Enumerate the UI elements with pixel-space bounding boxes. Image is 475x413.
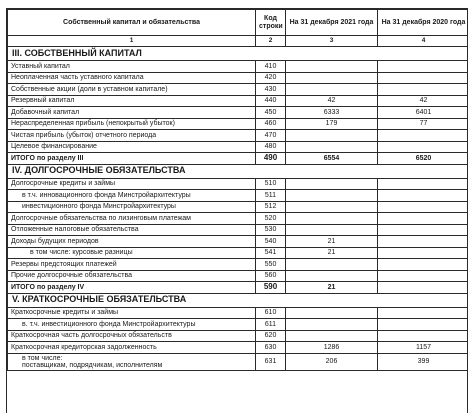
row-label: Долгосрочные обязательства по лизинговым платежам	[8, 213, 256, 225]
row-code: 560	[256, 270, 286, 282]
value-2020	[378, 330, 469, 342]
section-header	[8, 293, 469, 307]
value-2021: 21	[286, 236, 378, 248]
row-label: Резервы предстоящих платежей	[8, 259, 256, 271]
row-code: 510	[256, 178, 286, 190]
value-2021	[286, 201, 378, 213]
table-row	[8, 118, 469, 130]
table-row	[8, 141, 469, 153]
table-row	[8, 259, 469, 271]
value-2020	[378, 236, 469, 248]
table-row	[8, 330, 469, 342]
value-2020: 399	[378, 353, 469, 370]
value-2020	[378, 190, 469, 202]
total-row	[8, 282, 469, 294]
value-2021: 21	[286, 247, 378, 259]
table-body	[8, 47, 469, 371]
row-label: Уставный капитал	[8, 61, 256, 73]
value-2020	[378, 72, 469, 84]
table-row	[8, 236, 469, 248]
header-code: Код строки	[256, 10, 286, 36]
row-code: 590	[256, 282, 286, 294]
row-code: 541	[256, 247, 286, 259]
value-2020	[378, 141, 469, 153]
value-2020	[378, 259, 469, 271]
value-2021: 21	[286, 282, 378, 294]
value-2020	[378, 201, 469, 213]
row-label: Добавочный капитал	[8, 107, 256, 119]
table-row	[8, 130, 469, 142]
table-row	[8, 107, 469, 119]
row-label: Нераспределенная прибыль (непокрытый убыток)	[8, 118, 256, 130]
row-label: Резервный капитал	[8, 95, 256, 107]
column-number: 2	[256, 36, 286, 47]
value-2020	[378, 178, 469, 190]
row-label: Доходы будущих периодов	[8, 236, 256, 248]
row-label: Отложенные налоговые обязательства	[8, 224, 256, 236]
section-title: IV. ДОЛГОСРОЧНЫЕ ОБЯЗАТЕЛЬСТВА	[8, 164, 469, 178]
row-label: ИТОГО по разделу IV	[8, 282, 256, 294]
value-2021	[286, 270, 378, 282]
row-label: Целевое финансирование	[8, 141, 256, 153]
value-2021	[286, 84, 378, 96]
column-number: 1	[8, 36, 256, 47]
table-row	[8, 307, 469, 319]
section-title: V. КРАТКОСРОЧНЫЕ ОБЯЗАТЕЛЬСТВА	[8, 293, 469, 307]
value-2021	[286, 224, 378, 236]
table-row	[8, 224, 469, 236]
row-label: Чистая прибыль (убыток) отчетного периода	[8, 130, 256, 142]
table-header-row	[8, 10, 469, 36]
row-label: Краткосрочные кредиты и займы	[8, 307, 256, 319]
row-label: ИТОГО по разделу III	[8, 153, 256, 165]
table-row	[8, 201, 469, 213]
row-code: 450	[256, 107, 286, 119]
column-number: 4	[378, 36, 469, 47]
value-2021	[286, 178, 378, 190]
table-row	[8, 72, 469, 84]
row-code: 420	[256, 72, 286, 84]
value-2021	[286, 72, 378, 84]
table-row	[8, 270, 469, 282]
table-row	[8, 95, 469, 107]
value-2020	[378, 224, 469, 236]
value-2020: 77	[378, 118, 469, 130]
value-2020: 6401	[378, 107, 469, 119]
row-label	[8, 353, 256, 370]
row-label: Неоплаченная часть уставного капитала	[8, 72, 256, 84]
total-row	[8, 153, 469, 165]
row-code: 440	[256, 95, 286, 107]
value-2021	[286, 319, 378, 331]
row-label: в. т.ч. инвестиционного фонда Минстройархитектуры	[8, 319, 256, 331]
row-label-text: в том числе: поставщикам, подрядчикам, исполнителям	[22, 354, 163, 369]
column-numbers-row	[8, 36, 469, 47]
row-label: в том числе: курсовые разницы	[8, 247, 256, 259]
row-label: Краткосрочная кредиторская задолженность	[8, 342, 256, 354]
value-2021	[286, 130, 378, 142]
row-code: 631	[256, 353, 286, 370]
value-2021: 179	[286, 118, 378, 130]
row-code: 610	[256, 307, 286, 319]
liabilities-table	[7, 9, 468, 371]
row-code: 460	[256, 118, 286, 130]
value-2021: 1286	[286, 342, 378, 354]
section-title: III. СОБСТВЕННЫЙ КАПИТАЛ	[8, 47, 469, 61]
value-2020	[378, 319, 469, 331]
column-number: 3	[286, 36, 378, 47]
value-2020	[378, 270, 469, 282]
table-row	[8, 190, 469, 202]
header-period-2021: На 31 декабря 2021 года	[286, 10, 378, 36]
section-header	[8, 47, 469, 61]
row-code: 520	[256, 213, 286, 225]
table-row	[8, 84, 469, 96]
value-2020	[378, 213, 469, 225]
header-period-2020: На 31 декабря 2020 года	[378, 10, 469, 36]
row-label: Краткосрочная часть долгосрочных обязательств	[8, 330, 256, 342]
table-row	[8, 342, 469, 354]
table-row	[8, 213, 469, 225]
value-2020: 1157	[378, 342, 469, 354]
value-2021	[286, 61, 378, 73]
row-code: 630	[256, 342, 286, 354]
row-label: инвестиционного фонда Минстройархитектуры	[8, 201, 256, 213]
row-code: 620	[256, 330, 286, 342]
value-2021: 6333	[286, 107, 378, 119]
value-2020	[378, 84, 469, 96]
value-2021	[286, 307, 378, 319]
header-name: Собственный капитал и обязательства	[8, 10, 256, 36]
value-2020	[378, 307, 469, 319]
value-2021	[286, 259, 378, 271]
row-code: 550	[256, 259, 286, 271]
value-2020	[378, 130, 469, 142]
row-code: 511	[256, 190, 286, 202]
row-label: Собственные акции (доли в уставном капитале)	[8, 84, 256, 96]
row-code: 410	[256, 61, 286, 73]
value-2021: 42	[286, 95, 378, 107]
value-2021	[286, 330, 378, 342]
row-label: в т.ч. инновационного фонда Минстройархитектуры	[8, 190, 256, 202]
value-2021	[286, 141, 378, 153]
row-code: 512	[256, 201, 286, 213]
value-2020: 6520	[378, 153, 469, 165]
value-2021	[286, 213, 378, 225]
value-2020: 42	[378, 95, 469, 107]
row-code: 470	[256, 130, 286, 142]
table-row	[8, 319, 469, 331]
table-row	[8, 247, 469, 259]
table-row	[8, 353, 469, 370]
table-row	[8, 61, 469, 73]
table-row	[8, 178, 469, 190]
row-label: Долгосрочные кредиты и займы	[8, 178, 256, 190]
value-2020	[378, 61, 469, 73]
value-2020	[378, 282, 469, 294]
section-header	[8, 164, 469, 178]
row-code: 540	[256, 236, 286, 248]
value-2021: 206	[286, 353, 378, 370]
row-label: Прочие долгосрочные обязательства	[8, 270, 256, 282]
row-code: 530	[256, 224, 286, 236]
row-code: 611	[256, 319, 286, 331]
balance-sheet	[6, 8, 468, 413]
row-code: 430	[256, 84, 286, 96]
value-2021: 6554	[286, 153, 378, 165]
value-2021	[286, 190, 378, 202]
value-2020	[378, 247, 469, 259]
row-code: 490	[256, 153, 286, 165]
row-code: 480	[256, 141, 286, 153]
